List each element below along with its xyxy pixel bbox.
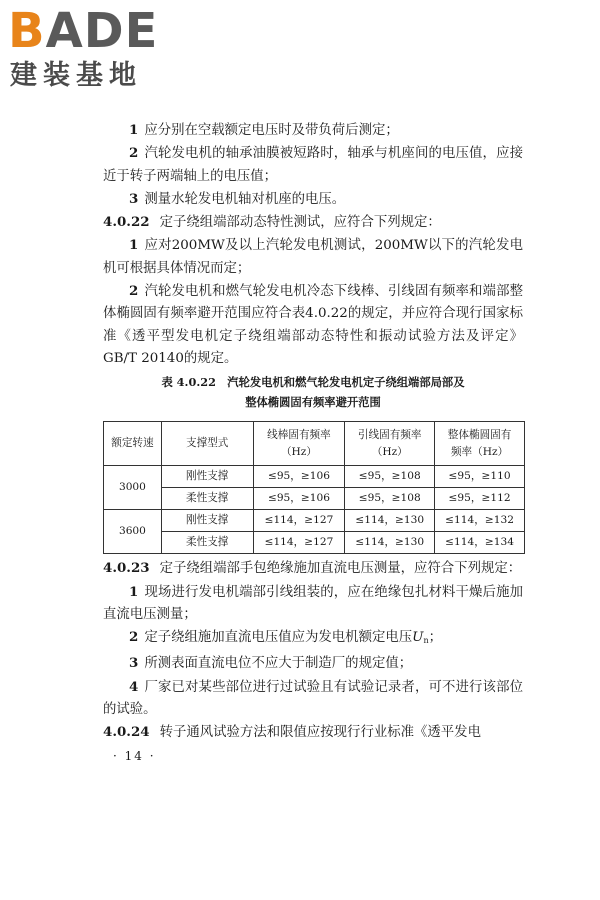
- paragraph: 4 厂家已对某些部位进行过试验且有试验记录者，可不进行该部位的试验。: [103, 678, 523, 718]
- logo-subtitle: 建装基地: [10, 60, 142, 91]
- frequency-table: [103, 421, 525, 554]
- brand-logo: [8, 3, 178, 94]
- document-body: [103, 119, 523, 767]
- cell-speed: 3000: [104, 466, 162, 510]
- cell-lead: ≤114，≥130: [345, 532, 435, 554]
- paragraph: 3 所测表面直流电位不应大于制造厂的规定值；: [129, 655, 413, 672]
- cell-speed: 3600: [104, 510, 162, 554]
- cell-lead: ≤95，≥108: [345, 466, 435, 488]
- clause-heading: 4.0.23 定子绕组端部手包绝缘施加直流电压测量，应符合下列规定：: [103, 560, 522, 577]
- logo-wordmark: BADE: [8, 3, 159, 59]
- header-ellipse-frequency: 整体椭圆固有 频率（Hz）: [435, 422, 525, 466]
- cell-bar: ≤95，≥106: [253, 488, 345, 510]
- table-row: [104, 466, 525, 488]
- paragraph: 2 汽轮发电机的轴承油膜被短路时，轴承与机座间的电压值，应接近于转子两端轴上的电压值；: [103, 145, 523, 184]
- cell-support: 刚性支撑: [161, 510, 253, 532]
- cell-ellipse: ≤95，≥110: [435, 466, 525, 488]
- paragraph: 2 汽轮发电机和燃气轮发电机冷态下线棒、引线固有频率和端部整体椭圆固有频率避开范围应符合表4.0.22的规定，并应符合现行国家标准《透平型发电机定子绕组端部动态特性和振动试验方法及评定》GB/T 20140的规定。: [103, 283, 523, 366]
- table-header-row: [104, 422, 525, 466]
- cell-lead: ≤114，≥130: [345, 510, 435, 532]
- clause-heading: 4.0.22 定子绕组端部动态特性测试，应符合下列规定：: [103, 214, 441, 231]
- header-lead-frequency: 引线固有频率 （Hz）: [345, 422, 435, 466]
- table-row: [104, 488, 525, 510]
- cell-bar: ≤114，≥127: [253, 532, 345, 554]
- cell-bar: ≤95，≥106: [253, 466, 345, 488]
- header-support: 支撑型式: [161, 422, 253, 466]
- table-caption: 表 4.0.22 汽轮发电机和燃气轮发电机定子绕组端部局部及 整体椭圆固有频率避开范围: [161, 375, 465, 410]
- cell-ellipse: ≤114，≥132: [435, 510, 525, 532]
- paragraph: 1 现场进行发电机端部引线组装的，应在绝缘包扎材料干燥后施加直流电压测量；: [103, 583, 523, 622]
- table-row: [104, 510, 525, 532]
- paragraph: 1 应对200MW及以上汽轮发电机测试，200MW以下的汽轮发电机可根据具体情况而定；: [103, 237, 523, 276]
- page-number: · 14 ·: [113, 748, 156, 763]
- header-bar-frequency: 线棒固有频率 （Hz）: [253, 422, 345, 466]
- cell-lead: ≤95，≥108: [345, 488, 435, 510]
- header-speed: 额定转速: [104, 422, 162, 466]
- paragraph: 3 测量水轮发电机轴对机座的电压。: [129, 190, 346, 207]
- table-row: [104, 532, 525, 554]
- cell-support: 刚性支撑: [161, 466, 253, 488]
- clause-heading: 4.0.24 转子通风试验方法和限值应按现行行业标准《透平发电: [103, 724, 481, 741]
- cell-bar: ≤114，≥127: [253, 510, 345, 532]
- paragraph: 1 应分别在空载额定电压时及带负荷后测定；: [129, 122, 399, 138]
- cell-support: 柔性支撑: [161, 532, 253, 554]
- cell-support: 柔性支撑: [161, 488, 253, 510]
- paragraph: 2 定子绕组施加直流电压值应为发电机额定电压$U_n$；: [129, 629, 442, 646]
- cell-ellipse: ≤114，≥134: [435, 532, 525, 554]
- cell-ellipse: ≤95，≥112: [435, 488, 525, 510]
